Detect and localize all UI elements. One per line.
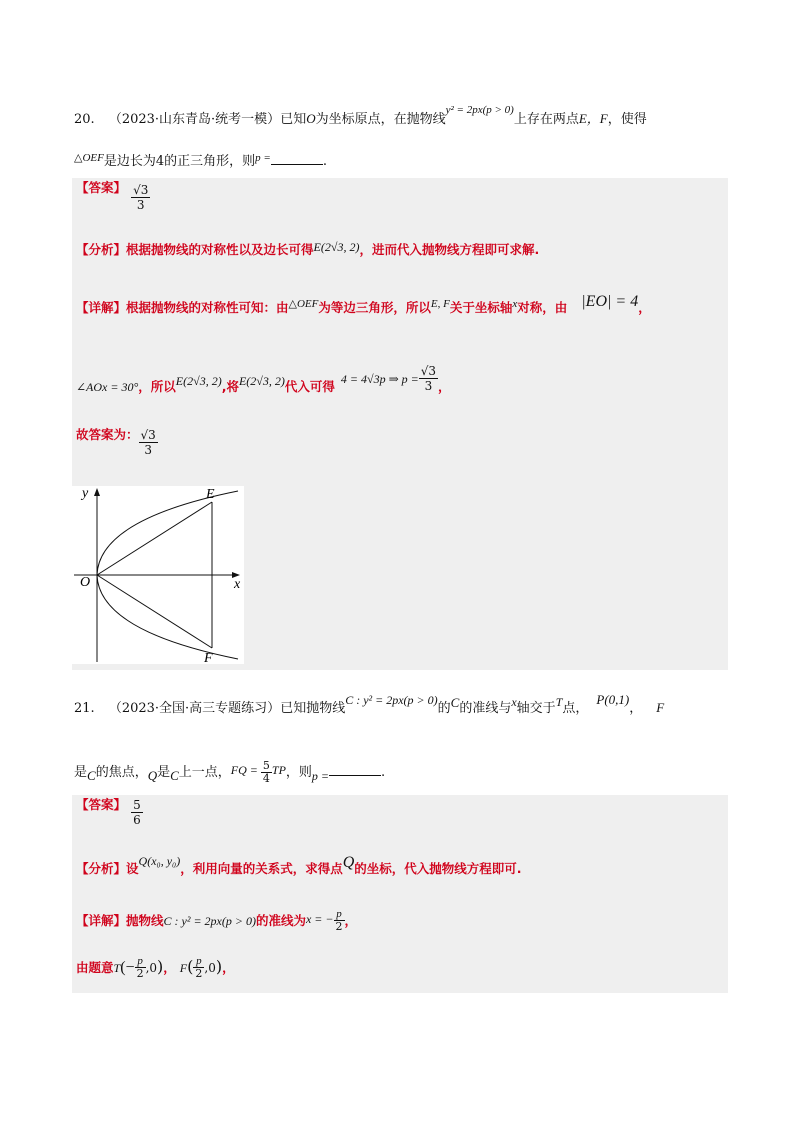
q20-label-o: O (80, 575, 91, 590)
q20-figure-parabola (72, 486, 244, 664)
q20-answer-numerator: √3 (133, 183, 149, 197)
q20-side-length: 4 (155, 154, 165, 169)
q21-stem-text: 是 (74, 765, 88, 780)
q21-point-p: P(0,1) (596, 692, 630, 707)
q21-source: （2023·全国·高三专题练习） (108, 701, 281, 716)
q20-detail-point-e: E(2√3, 2) (175, 374, 222, 388)
q21-t-frac-num: p (135, 955, 146, 968)
q20-detail-row1 (76, 293, 651, 317)
q21-stem-text: 点， (562, 701, 589, 716)
q20-detail-comma: ， (438, 379, 451, 394)
q20-final-numerator: √3 (140, 428, 156, 442)
q21-f-frac-num: p (193, 955, 204, 968)
q20-stem-text: 为坐标原点，在抛物线 (315, 112, 446, 127)
q20-detail-row2 (76, 364, 451, 401)
q21-point-q-coords: Q(x₀, y₀) (138, 854, 181, 868)
q20-stem-text: 上存在两点 (513, 112, 579, 127)
q20-stem-text: 是边长为 (103, 154, 156, 169)
q21-directrix-den: 2 (335, 920, 343, 933)
q21-directrix-num: p (334, 908, 345, 921)
q21-directrix-fraction (334, 908, 345, 933)
q20-detail-angle: ∠AOx = 30° (76, 380, 139, 394)
q21-detail-row1 (76, 908, 357, 933)
q21-point-t: T (113, 961, 121, 975)
q20-answer-blank (271, 154, 323, 165)
q20-detail-text: 代入可得 (284, 379, 335, 394)
q21-detail-comma: ， (344, 913, 358, 928)
q20-p-equals: p = (255, 152, 271, 164)
q21-curve-c: C (170, 768, 179, 783)
q20-stem-line1 (74, 104, 647, 127)
q21-curve-c: C (450, 695, 460, 710)
q21-stem-text: 的准线与 (459, 701, 512, 716)
q20-detail-text: 关于坐标轴 (449, 300, 513, 315)
q21-point-f: F (179, 961, 188, 975)
q21-answer-label: 【答案】 (76, 797, 127, 812)
q20-detail-text: 根据抛物线的对称性可知：由 (126, 300, 289, 315)
q21-detail-row2: 由题意T(− $\frac{p}{2}$ ,0)， F( $\frac{p}{2}$ ,0)， (76, 955, 235, 980)
q20-parabola-equation: y² = 2px(p > 0) (445, 104, 514, 116)
q20-triangle-oef: △OEF (74, 152, 104, 164)
q21-detail-comma: ， (163, 960, 176, 975)
q21-stem-text: 的焦点， (95, 765, 148, 780)
q21-detail-comma: ， (222, 960, 235, 975)
q21-analysis-text: 的坐标，代入抛物线方程即可. (354, 861, 522, 876)
q21-answer-denominator: 6 (133, 813, 141, 827)
q20-answer-label: 【答案】 (76, 180, 127, 195)
q20-source: （2023·山东青岛·统考一模） (108, 112, 281, 127)
q21-detail-label: 【详解】 (76, 913, 127, 928)
q21-stem-text: 的 (437, 701, 451, 716)
q21-f-fraction (193, 955, 204, 980)
q20-analysis-row (76, 239, 539, 258)
q21-analysis-label: 【分析】 (76, 861, 127, 876)
q21-t-fraction (135, 955, 146, 980)
q20-label-e: E (206, 487, 215, 502)
q20-detail-equation: 4 = 4√3p ⇒ p = (340, 372, 419, 386)
q21-point-q: Q (342, 854, 355, 871)
q21-t-frac-den: 2 (136, 967, 144, 980)
q20-answer-fraction (131, 183, 150, 212)
q21-stem-line2 (74, 760, 385, 785)
q20-stem-text: 的正三角形，则 (164, 154, 256, 169)
q20-detail-point-e: E(2√3, 2) (238, 374, 285, 388)
q21-p-equals: p = (311, 769, 330, 783)
q21-t-y: 0 (149, 961, 158, 975)
q21-vector-frac-num: 5 (262, 759, 270, 772)
q21-analysis-text: ，利用向量的关系式，求得点 (180, 861, 343, 876)
q21-vector-tp: TP (271, 763, 286, 777)
q20-final-fraction (139, 428, 158, 457)
q20-detail-text: ，所以 (138, 379, 176, 394)
q20-detail-points: E, F (430, 298, 450, 310)
q21-period: . (381, 765, 386, 780)
q21-stem-text: 已知抛物线 (280, 701, 346, 716)
q21-point-q: Q (147, 768, 158, 783)
q20-period: . (322, 154, 327, 169)
q21-stem-text: 上一点， (178, 765, 231, 780)
q20-stem-text: 已知 (280, 112, 307, 127)
q20-answer-denominator: 3 (136, 198, 145, 212)
q21-number: 21. (74, 701, 95, 716)
q20-stem-text: ，使得 (607, 112, 647, 127)
q21-analysis-row (76, 854, 522, 878)
q20-analysis-text: 根据抛物线的对称性以及边长可得 (126, 242, 314, 257)
q21-curve-c: C (87, 768, 96, 783)
q21-f-y: 0 (208, 961, 216, 975)
q20-detail-text: 对称，由 (517, 300, 568, 315)
q20-detail-frac-num: √3 (420, 364, 437, 378)
q21-x-axis: x (511, 695, 517, 709)
q20-detail-fraction (419, 364, 438, 393)
q21-detail-text: 抛物线 (126, 913, 164, 928)
q21-detail-parabola: C : y² = 2px(p > 0) (163, 914, 256, 928)
q21-detail-text: 的准线为 (255, 913, 306, 928)
q20-answer-row (76, 180, 150, 212)
q21-stem-text: 轴交于 (516, 701, 556, 716)
q21-f-frac-den: 2 (195, 967, 203, 980)
q21-stem-text: ， (629, 701, 643, 716)
q20-detail-text: ,将 (221, 379, 239, 394)
q20-label-y: y (82, 486, 89, 501)
q21-answer-blank (329, 765, 381, 776)
q20-detail-text: 为等边三角形，所以 (318, 300, 431, 315)
q20-points-ef: E，F (578, 111, 608, 126)
q21-answer-fraction (131, 798, 143, 827)
q20-detail-comma: ， (638, 300, 651, 315)
q20-analysis-text: ，进而代入抛物线方程即可求解. (359, 242, 540, 257)
q20-detail-triangle: △OEF (288, 298, 319, 310)
q20-detail-eo-length: |EO| = 4 (581, 293, 639, 310)
q20-final-label: 故答案为： (76, 427, 139, 442)
q21-answer-numerator: 5 (133, 798, 141, 812)
q20-point-e-coords: E(2√3, 2) (313, 240, 360, 254)
q21-vector-fraction (261, 760, 272, 785)
q20-number: 20. (74, 112, 95, 127)
q21-analysis-text: 设 (126, 861, 139, 876)
q21-directrix: x = − (305, 912, 334, 926)
q21-stem-text: 是 (157, 765, 171, 780)
q20-final-row (76, 428, 158, 457)
q20-point-o: O (306, 111, 316, 126)
q21-parabola-definition: C : y² = 2px(p > 0) (345, 693, 438, 707)
q21-point-f: F (656, 700, 665, 715)
q21-point-t: T (555, 695, 563, 709)
q20-detail-x-axis: x (512, 298, 518, 310)
q21-stem-text: ，则 (285, 765, 312, 780)
q21-vector-fq: FQ = (230, 763, 261, 777)
q20-label-x: x (234, 577, 241, 592)
q21-detail-text: 由题意 (76, 960, 114, 975)
q21-answer-row (76, 798, 143, 827)
q20-stem-line2 (74, 150, 327, 169)
q20-detail-frac-den: 3 (424, 379, 433, 393)
q20-detail-label: 【详解】 (76, 300, 127, 315)
q20-final-denominator: 3 (144, 443, 152, 457)
q21-stem-line1 (74, 692, 665, 716)
q21-vector-frac-den: 4 (262, 772, 270, 785)
q20-label-f: F (204, 651, 213, 664)
q20-analysis-label: 【分析】 (76, 242, 127, 257)
